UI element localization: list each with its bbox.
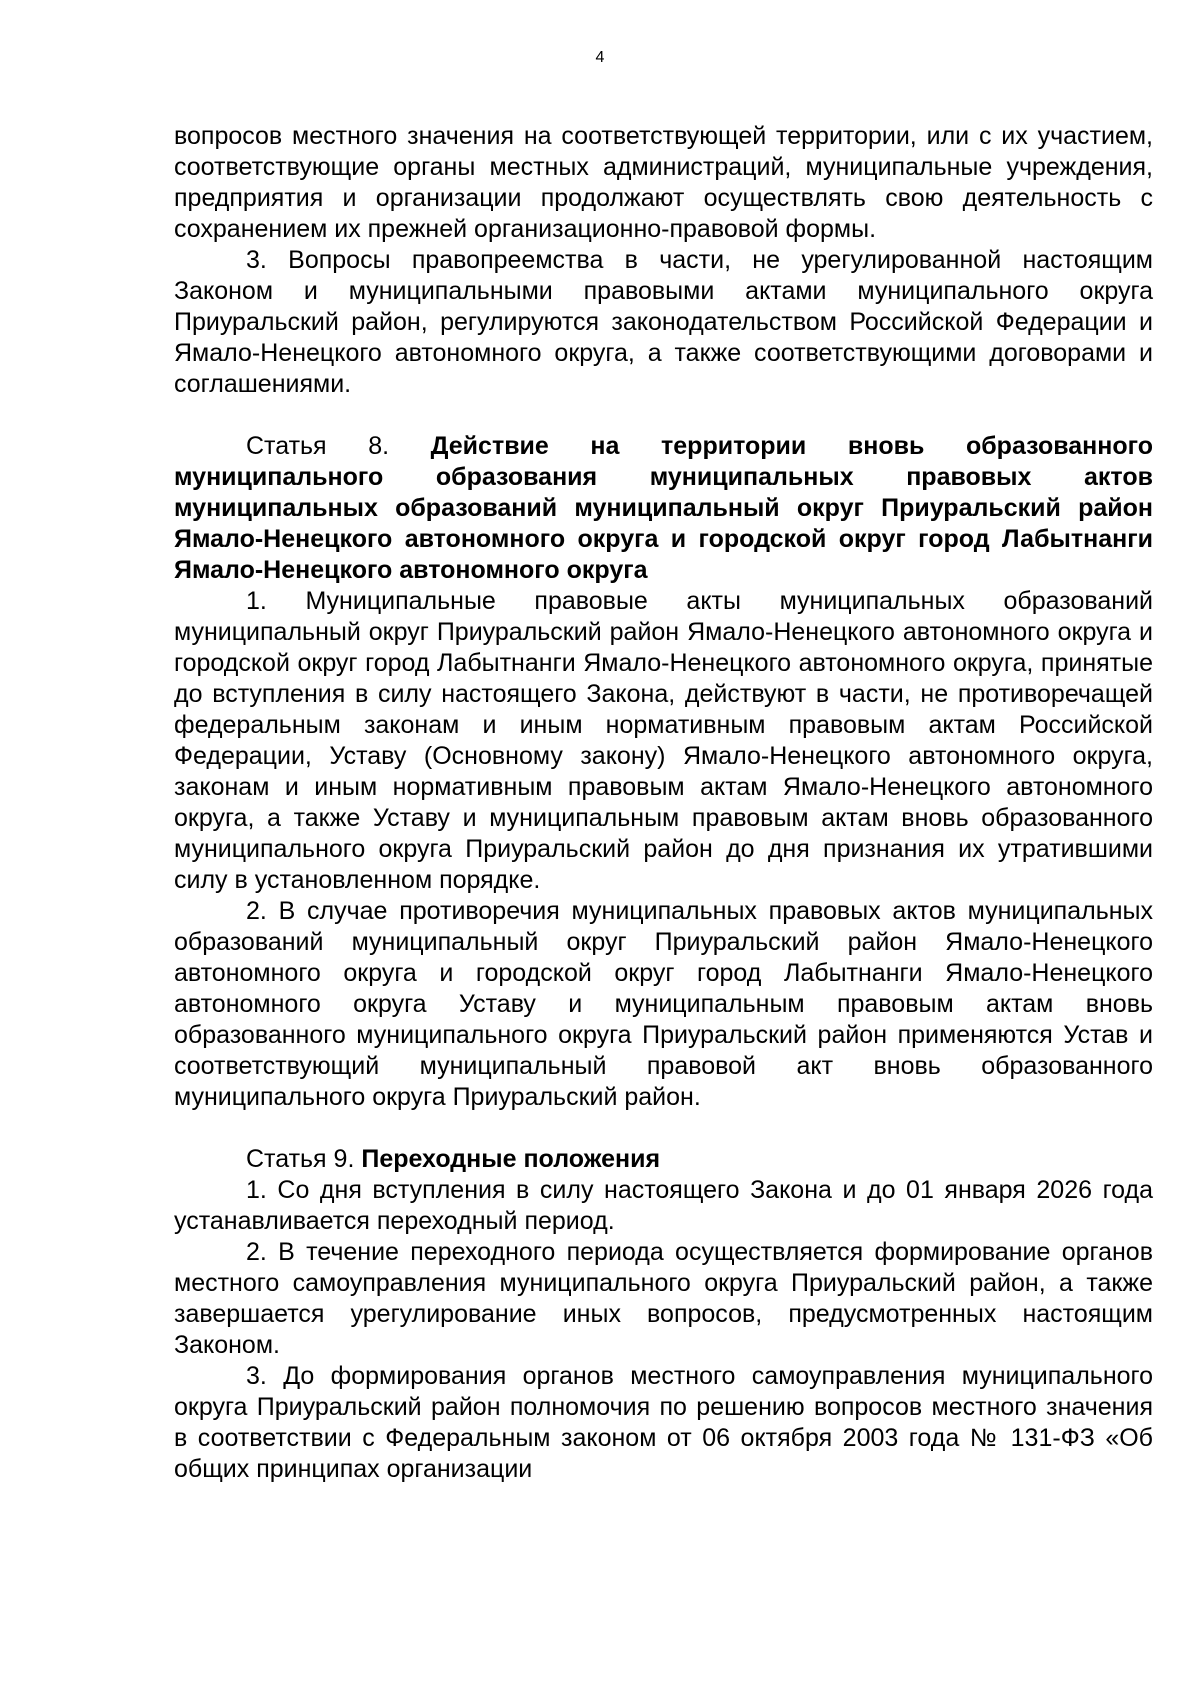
article-8-heading [174, 431, 1153, 586]
article-9-label: Статья 9. [246, 1145, 355, 1173]
paragraph-continuation: вопросов местного значения на соответствующей территории, или с их участием, соответствующие органы местных администраций, муниципальные учреждения, предприятия и организации продолжают осуществлять свою деятельность с сохранением их прежней организационно-правовой формы. [174, 122, 1153, 243]
article-8-title: Действие на территории вновь образованного муниципального образования муниципальных правовых актов муниципальных образований муниципальный округ Приуральский район Ямало-Ненецкого автономного округа и городской округ город Лабытнанги Ямало-Ненецкого автономного округа [174, 432, 1153, 584]
page-number: 4 [595, 49, 605, 66]
article-9-paragraph-2: 2. В течение переходного периода осуществляется формирование органов местного самоуправления муниципального округа Приуральский район, а также завершается урегулирование иных вопросов, предусмотренных настоящим Законом. [174, 1238, 1153, 1359]
article-9-heading [174, 1144, 1153, 1175]
document-body [174, 121, 1153, 1485]
section-gap [174, 400, 1153, 431]
section-gap [174, 1113, 1153, 1144]
article-9-paragraph-1: 1. Со дня вступления в силу настоящего Закона и до 01 января 2026 года устанавливается переходный период. [174, 1176, 1153, 1235]
article-9-paragraph-3: 3. До формирования органов местного самоуправления муниципального округа Приуральский район полномочия по решению вопросов местного значения в соответствии с Федеральным законом от 06 октября 2003 года № 131-ФЗ «Об общих принципах организации [174, 1362, 1153, 1483]
article-8-paragraph-2: 2. В случае противоречия муниципальных правовых актов муниципальных образований муниципальный округ Приуральский район Ямало-Ненецкого автономного округа и городской округ город Лабытнанги Ямало-Ненецкого автономного округа Уставу и муниципальным правовым актам вновь образованного муниципального округа Приуральский район применяются Устав и соответствующий муниципальный правовой акт вновь образованного муниципального округа Приуральский район. [174, 897, 1153, 1111]
article-8-paragraph-1: 1. Муниципальные правовые акты муниципальных образований муниципальный округ Приуральский район Ямало-Ненецкого автономного округа и городской округ город Лабытнанги Ямало-Ненецкого автономного округа, принятые до вступления в силу настоящего Закона, действуют в части, не противоречащей федеральным законам и иным нормативным правовым актам Российской Федерации, Уставу (Основному закону) Ямало-Ненецкого автономного округа, законам и иным нормативным правовым актам Ямало-Ненецкого автономного округа, а также Уставу и муниципальным правовым актам вновь образованного муниципального округа Приуральский район до дня признания их утратившими силу в установленном порядке. [174, 587, 1153, 894]
article-9-title: Переходные положения [361, 1145, 661, 1173]
article-8-label: Статья 8. [246, 432, 390, 460]
article-7-paragraph-3: 3. Вопросы правопреемства в части, не урегулированной настоящим Законом и муниципальными правовыми актами муниципального округа Приуральский район, регулируются законодательством Российской Федерации и Ямало-Ненецкого автономного округа, а также соответствующими договорами и соглашениями. [174, 246, 1153, 398]
